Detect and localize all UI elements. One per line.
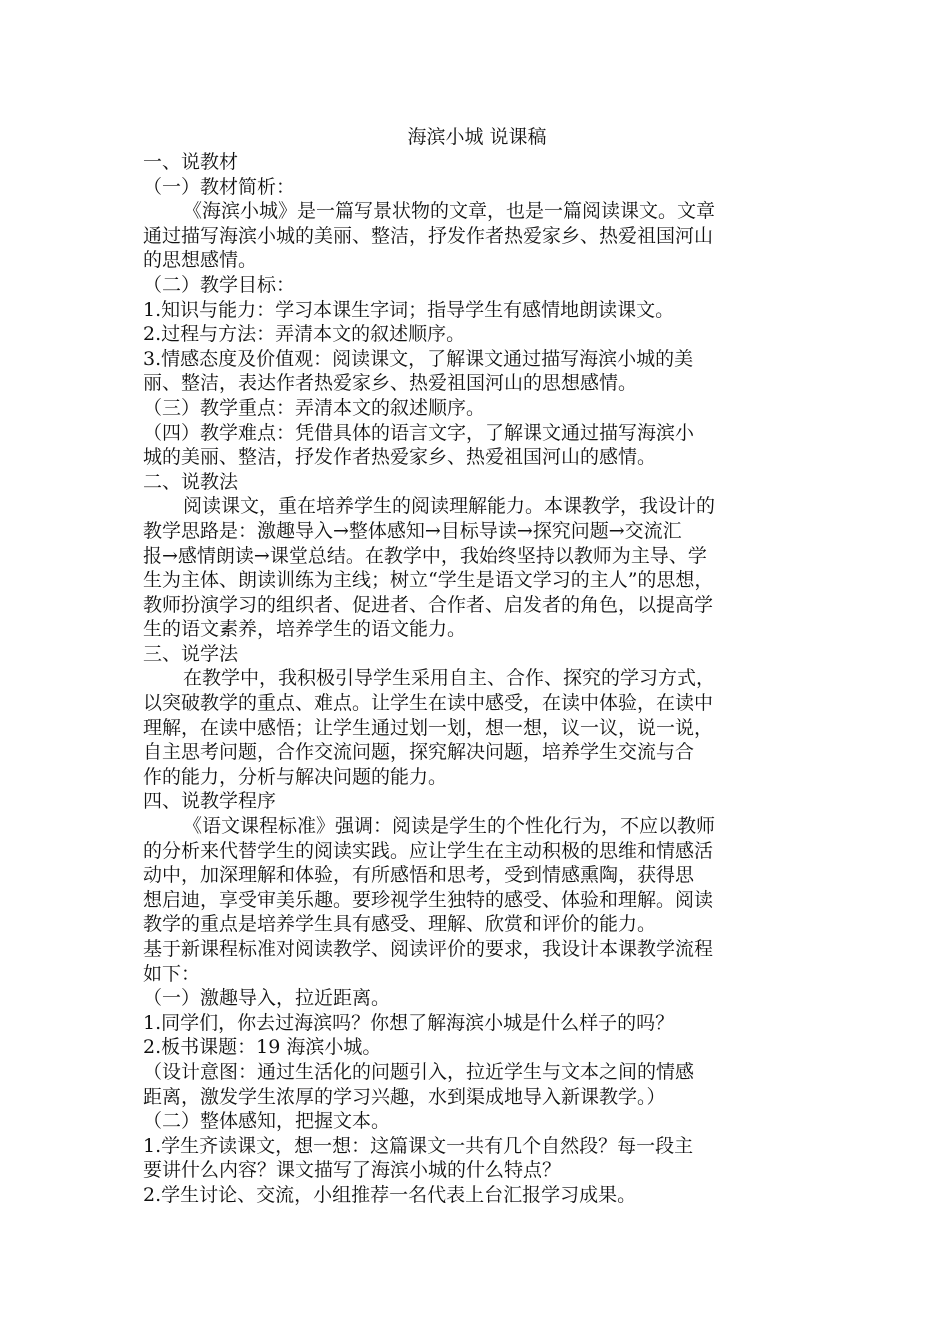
text-line: 教师扮演学习的组织者、促进者、合作者、启发者的角色，以提高学 (143, 593, 714, 616)
text-line: （三）教学重点：弄清本文的叙述顺序。 (143, 396, 486, 419)
text-line: 二、说教法 (143, 470, 239, 493)
text-line: 1.知识与能力：学习本课生字词；指导学生有感情地朗读课文。 (143, 298, 675, 321)
text-line: 四、说教学程序 (143, 790, 277, 813)
text-line: 2.学生讨论、交流，小组推荐一名代表上台汇报学习成果。 (143, 1183, 637, 1206)
text-line: 报→感情朗读→课堂总结。在教学中，我始终坚持以教师为主导、学 (143, 544, 707, 567)
text-line: （一）教材简析： (143, 175, 296, 198)
text-line: 想启迪，享受审美乐趣。要珍视学生独特的感受、体验和理解。阅读 (143, 888, 714, 911)
text-line: 《海滨小城》是一篇写景状物的文章，也是一篇阅读课文。文章 (183, 200, 716, 223)
text-line: 阅读课文，重在培养学生的阅读理解能力。本课教学，我设计的 (183, 495, 716, 518)
text-line: 1.学生齐读课文，想一想：这篇课文一共有几个自然段？每一段主 (143, 1134, 694, 1157)
text-line: 生的语文素养，培养学生的语文能力。 (143, 618, 467, 641)
text-line: 的思想感情。 (143, 249, 258, 272)
text-line: 3.情感态度及价值观：阅读课文，了解课文通过描写海滨小城的美 (143, 347, 694, 370)
text-line: 2.过程与方法：弄清本文的叙述顺序。 (143, 323, 466, 346)
text-line: 作的能力，分析与解决问题的能力。 (143, 765, 448, 788)
text-line: 理解，在读中感悟；让学生通过划一划，想一想，议一议，说一说， (143, 716, 714, 739)
text-line: 三、说学法 (143, 642, 239, 665)
text-line: 一、说教材 (143, 151, 239, 173)
text-line: 以突破教学的重点、难点。让学生在读中感受，在读中体验，在读中 (143, 692, 714, 715)
text-line: 教学的重点是培养学生具有感受、理解、欣赏和评价的能力。 (143, 913, 657, 936)
text-line: （一）激趣导入，拉近距离。 (143, 987, 391, 1010)
text-line: 动中，加深理解和体验，有所感悟和思考，受到情感熏陶，获得思 (143, 864, 695, 887)
text-line: （二）整体感知，把握文本。 (143, 1110, 391, 1133)
text-line: 距离，激发学生浓厚的学习兴趣，水到渠成地导入新课教学。） (143, 1085, 666, 1108)
text-line: 2.板书课题：19 海滨小城。 (143, 1036, 382, 1059)
text-line: 要讲什么内容？课文描写了海滨小城的什么特点？ (143, 1159, 562, 1182)
text-line: 的分析来代替学生的阅读实践。应让学生在主动积极的思维和情感活 (143, 839, 714, 862)
text-line: 如下： (143, 962, 201, 985)
text-line: 生为主体、朗读训练为主线；树立“学生是语文学习的主人”的思想， (143, 569, 714, 592)
text-line: 《语文课程标准》强调：阅读是学生的个性化行为，不应以教师 (183, 815, 716, 838)
text-line: 教学思路是：激趣导入→整体感知→目标导读→探究问题→交流汇 (143, 519, 682, 542)
text-line: 丽、整洁，表达作者热爱家乡、热爱祖国河山的思想感情。 (143, 372, 638, 395)
text-line: 在教学中，我积极引导学生采用自主、合作、探究的学习方式， (183, 667, 716, 690)
text-line: （二）教学目标： (143, 273, 296, 296)
text-line: 通过描写海滨小城的美丽、整洁，抒发作者热爱家乡、热爱祖国河山 (143, 224, 714, 247)
text-line: 1.同学们，你去过海滨吗？你想了解海滨小城是什么样子的吗？ (143, 1011, 675, 1034)
document-body (143, 150, 811, 1208)
text-line: （四）教学难点：凭借具体的语言文字，了解课文通过描写海滨小 (143, 421, 695, 444)
text-line: 自主思考问题，合作交流问题，探究解决问题，培养学生交流与合 (143, 741, 695, 764)
text-line: （设计意图：通过生活化的问题引入，拉近学生与文本之间的情感 (143, 1060, 695, 1083)
document-page (143, 124, 811, 1208)
text-line: 基于新课程标准对阅读教学、阅读评价的要求，我设计本课教学流程 (143, 938, 714, 960)
text-line: 城的美丽、整洁，抒发作者热爱家乡、热爱祖国河山的感情。 (143, 446, 657, 469)
document-title: 海滨小城 说课稿 (407, 126, 547, 148)
